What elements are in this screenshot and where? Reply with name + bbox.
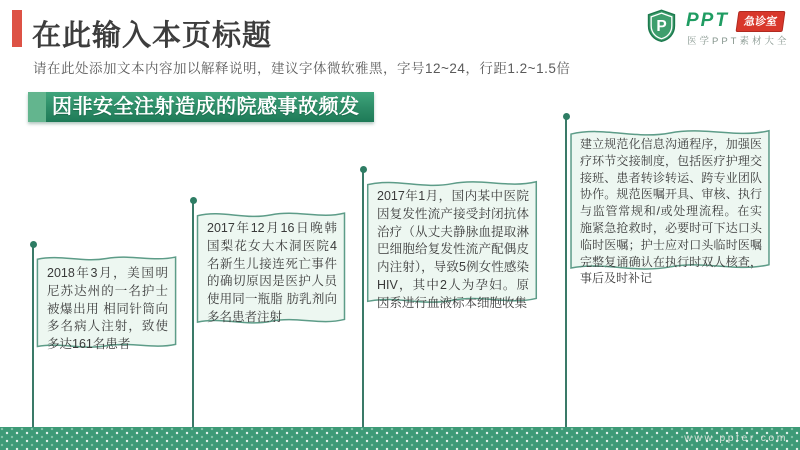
flag-note-2: [196, 207, 346, 330]
flag-pole: [32, 247, 34, 427]
banner-text: 因非安全注射造成的院感事故频发: [52, 96, 360, 118]
title-accent-bar: [12, 10, 22, 47]
flag-text: 2017年1月，国内某中医院因复发性流产接受封闭抗体治疗（从丈夫静脉血提取淋巴细胞给复发性流产配偶皮内注射），导致5例女性感染HIV，其中2人为孕妇。原因系进行血液标本细胞收集: [377, 189, 529, 310]
logo-tagline: 医学PPT素材大全: [687, 36, 790, 47]
flag-pole-dot: [30, 241, 37, 248]
flag-note-4: [569, 123, 771, 286]
page-title: 在此输入本页标题: [32, 20, 273, 52]
section-banner: [28, 92, 374, 122]
flag-pole: [362, 172, 364, 427]
flag-text: 2018年3月，美国明尼苏达州的一名护士被爆出用 相同针筒向多名病人注射，致使多达161名患者: [47, 266, 168, 351]
flag-pole-dot: [563, 113, 570, 120]
page-subtitle: 请在此处添加文本内容加以解释说明，建议字体微软雅黑，字号12~24，行距1.2~1.5倍: [33, 61, 571, 76]
logo-badge: 急诊室: [736, 11, 786, 32]
logo: [646, 8, 796, 50]
footer-strip: [0, 427, 800, 450]
svg-text:P: P: [656, 17, 667, 35]
website-url: www.ppter.com: [684, 432, 788, 444]
flag-pole-dot: [190, 197, 197, 204]
flag-note-3: [366, 175, 538, 310]
flag-text: 2017年12月16日晚韩国梨花女大木洞医院4名新生儿接连死亡事件的确切原因是医护人员使用同一瓶脂 肪乳剂向多名患者注射: [207, 221, 337, 324]
banner-tab: [28, 92, 46, 122]
flag-text: 建立规范化信息沟通程序，加强医疗环节交接制度，包括医疗护理交接班、患者转诊转运、跨专业团队协作。规范医嘱开具、审核、执行与监管常规和/或处理流程。在实施紧急抢救时，必要时可下达口头临时医嘱；护士应对口头临时医嘱完整复诵确认在执行时双人核查，事后及时补记: [580, 137, 762, 286]
shield-icon: [646, 9, 677, 43]
flag-pole: [565, 119, 567, 427]
brand-text: PPT: [686, 10, 729, 31]
flag-pole-dot: [360, 166, 367, 173]
flag-note-1: [36, 252, 177, 353]
flag-pole: [192, 203, 194, 427]
